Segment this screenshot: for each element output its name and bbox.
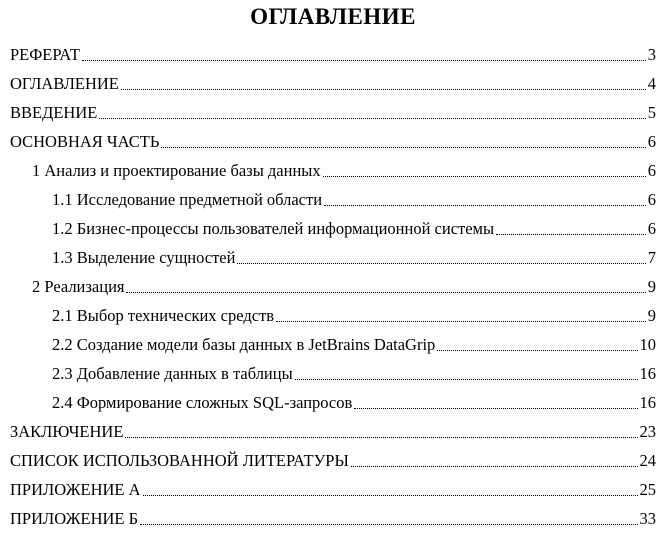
dot-leader: [237, 263, 645, 264]
dot-leader: [125, 437, 637, 438]
toc-entry-label: ВВЕДЕНИЕ: [10, 103, 98, 122]
dot-leader: [99, 118, 645, 119]
toc-entry-label: 1.1 Исследование предметной области: [52, 190, 323, 209]
toc-entry[interactable]: [32, 276, 656, 298]
toc-entry-page: 16: [639, 393, 656, 412]
toc-entry-page: 6: [647, 190, 656, 209]
toc-entry-label: 2 Реализация: [32, 277, 125, 296]
toc-entry[interactable]: [10, 421, 656, 443]
toc-entry-page: 5: [647, 103, 656, 122]
toc-entry-label: ПРИЛОЖЕНИЕ А: [10, 480, 141, 499]
dot-leader: [295, 379, 638, 380]
toc-entry[interactable]: [52, 189, 656, 211]
toc-entry-page: 9: [647, 306, 656, 325]
toc-entry[interactable]: [10, 102, 656, 124]
dot-leader: [324, 205, 646, 206]
toc-entry-page: 3: [647, 45, 656, 64]
toc-entry-label: 1 Анализ и проектирование базы данных: [32, 161, 321, 180]
toc-title: ОГЛАВЛЕНИЕ: [250, 4, 416, 29]
toc-entry-label: ОСНОВНАЯ ЧАСТЬ: [10, 132, 160, 151]
dot-leader: [496, 234, 646, 235]
toc-entry[interactable]: [10, 131, 656, 153]
toc-entry[interactable]: [52, 247, 656, 269]
toc-entry-page: 10: [639, 335, 656, 354]
toc-entry-page: 9: [647, 277, 656, 296]
toc-entry-label: ПРИЛОЖЕНИЕ Б: [10, 509, 139, 528]
toc-entry[interactable]: [10, 508, 656, 530]
toc-entry-label: ЗАКЛЮЧЕНИЕ: [10, 422, 124, 441]
dot-leader: [351, 466, 638, 467]
dot-leader: [121, 89, 646, 90]
toc-entry-page: 6: [647, 132, 656, 151]
toc-entry-label: 2.2 Создание модели базы данных в JetBrains DataGrip: [52, 335, 436, 354]
toc-entry[interactable]: [10, 44, 656, 66]
dot-leader: [323, 176, 646, 177]
toc-entry-label: СПИСОК ИСПОЛЬЗОВАННОЙ ЛИТЕРАТУРЫ: [10, 451, 349, 470]
toc-entry-label: 2.4 Формирование сложных SQL-запросов: [52, 393, 353, 412]
toc-entry[interactable]: [52, 392, 656, 414]
toc-entry[interactable]: [52, 218, 656, 240]
toc-entry[interactable]: [10, 450, 656, 472]
toc-entry-page: 23: [639, 422, 656, 441]
dot-leader: [276, 321, 646, 322]
toc-entry-page: 24: [639, 451, 656, 470]
toc-entry-label: 2.3 Добавление данных в таблицы: [52, 364, 293, 383]
toc-entry[interactable]: [52, 363, 656, 385]
dot-leader: [82, 60, 646, 61]
dot-leader: [126, 292, 645, 293]
toc-entry-label: 2.1 Выбор технических средств: [52, 306, 275, 325]
dot-leader: [437, 350, 637, 351]
toc-entry[interactable]: [32, 160, 656, 182]
dot-leader: [161, 147, 645, 148]
toc-entry-label: РЕФЕРАТ: [10, 45, 80, 64]
toc-entry-label: 1.3 Выделение сущностей: [52, 248, 236, 267]
toc-entry[interactable]: [10, 73, 656, 95]
toc-entry-label: ОГЛАВЛЕНИЕ: [10, 74, 119, 93]
toc-entry-page: 16: [639, 364, 656, 383]
dot-leader: [140, 524, 637, 525]
toc-entry-page: 7: [647, 248, 656, 267]
toc-entry-page: 25: [639, 480, 656, 499]
dot-leader: [354, 408, 637, 409]
toc-entry-page: 6: [647, 161, 656, 180]
toc-entry-page: 6: [647, 219, 656, 238]
toc-entry-page: 4: [647, 74, 656, 93]
dot-leader: [143, 495, 638, 496]
toc-entry[interactable]: [52, 334, 656, 356]
toc-entry[interactable]: [52, 305, 656, 327]
toc-entry[interactable]: [10, 479, 656, 501]
toc-entry-page: 33: [639, 509, 656, 528]
toc-entry-label: 1.2 Бизнес-процессы пользователей информационной системы: [52, 219, 495, 238]
